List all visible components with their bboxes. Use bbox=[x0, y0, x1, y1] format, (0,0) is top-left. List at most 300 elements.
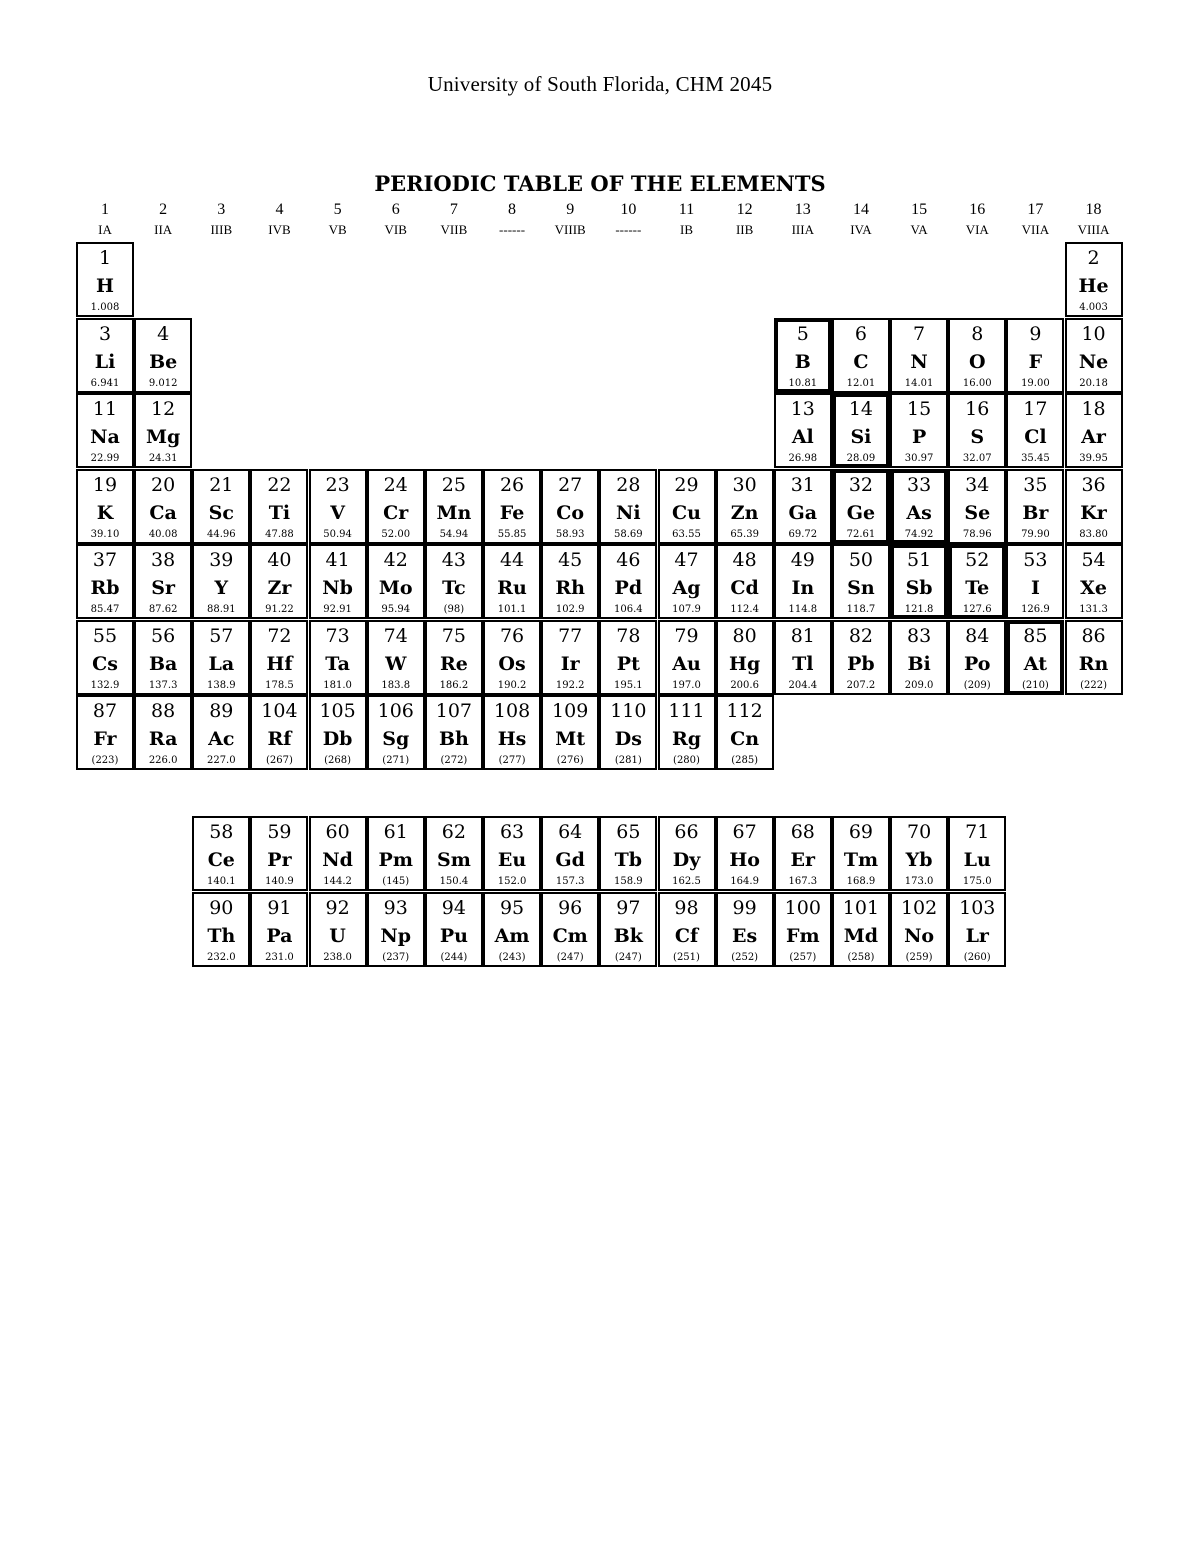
element-symbol: Bh bbox=[438, 728, 469, 750]
element-symbol: Ga bbox=[788, 501, 818, 524]
atomic-mass: 32.07 bbox=[962, 453, 992, 464]
element-cell bbox=[832, 816, 890, 891]
atomic-number: 31 bbox=[790, 473, 815, 496]
element-symbol: Sb bbox=[905, 577, 933, 599]
element-cell bbox=[948, 469, 1006, 544]
element-cell bbox=[76, 393, 134, 468]
group-number: 4 bbox=[275, 201, 284, 218]
element-cell bbox=[890, 620, 948, 695]
element-symbol: Cr bbox=[383, 501, 409, 524]
group-number: 18 bbox=[1085, 201, 1102, 218]
element-cell bbox=[1065, 393, 1123, 468]
element-symbol: La bbox=[208, 652, 235, 675]
element-cell bbox=[367, 544, 425, 619]
atomic-number: 30 bbox=[732, 473, 757, 496]
element-symbol: K bbox=[96, 501, 114, 524]
element-symbol: Au bbox=[672, 652, 701, 675]
atomic-mass: 192.2 bbox=[555, 679, 585, 691]
atomic-mass: 14.01 bbox=[904, 377, 934, 389]
element-cell bbox=[599, 892, 657, 967]
element-symbol: Ac bbox=[208, 728, 235, 750]
atomic-mass: 78.96 bbox=[962, 528, 992, 540]
element-symbol: Pa bbox=[266, 924, 293, 947]
group-roman-numeral: VIIA bbox=[1021, 222, 1050, 237]
atomic-mass: 107.9 bbox=[672, 604, 701, 615]
element-cell bbox=[1065, 620, 1123, 695]
atomic-mass: (272) bbox=[440, 755, 468, 766]
element-cell bbox=[425, 469, 483, 544]
atomic-mass: 227.0 bbox=[206, 755, 236, 766]
element-cell bbox=[192, 620, 250, 695]
element-cell bbox=[948, 816, 1006, 891]
atomic-number: 71 bbox=[965, 821, 990, 843]
atomic-number: 92 bbox=[325, 896, 350, 919]
element-symbol: Cm bbox=[552, 924, 588, 947]
element-symbol: Bk bbox=[613, 924, 643, 947]
group-number: 6 bbox=[391, 201, 400, 218]
element-symbol: Tl bbox=[792, 652, 814, 675]
element-symbol: H bbox=[96, 275, 114, 297]
element-cell bbox=[890, 892, 948, 967]
element-cell bbox=[483, 892, 541, 967]
atomic-mass: 19.00 bbox=[1021, 377, 1050, 389]
element-cell bbox=[774, 318, 832, 393]
atomic-number: 11 bbox=[92, 398, 118, 420]
atomic-number: 29 bbox=[674, 473, 699, 496]
atomic-mass: 158.9 bbox=[614, 876, 643, 887]
element-symbol: He bbox=[1078, 275, 1109, 297]
atomic-mass: (276) bbox=[556, 755, 584, 766]
element-symbol: Ta bbox=[325, 652, 350, 675]
group-number: 12 bbox=[736, 201, 753, 218]
element-symbol: Re bbox=[439, 652, 468, 675]
atomic-number: 99 bbox=[732, 896, 757, 919]
atomic-mass: 173.0 bbox=[904, 876, 934, 887]
atomic-mass: 118.7 bbox=[846, 604, 876, 615]
element-cell bbox=[948, 892, 1006, 967]
atomic-mass: 164.9 bbox=[730, 876, 759, 887]
group-roman-numeral: ------ bbox=[615, 222, 642, 237]
element-cell bbox=[890, 393, 948, 468]
element-symbol: Mo bbox=[378, 577, 413, 599]
atomic-mass: (268) bbox=[324, 755, 352, 766]
element-symbol: Ge bbox=[846, 501, 876, 524]
atomic-mass: 63.55 bbox=[672, 528, 701, 540]
atomic-mass: (280) bbox=[673, 755, 700, 766]
element-cell bbox=[192, 544, 250, 619]
group-roman-numeral: VA bbox=[910, 222, 928, 237]
atomic-number: 110 bbox=[610, 700, 647, 722]
element-cell bbox=[716, 695, 774, 770]
element-symbol: U bbox=[329, 924, 346, 947]
atomic-mass: (252) bbox=[731, 951, 759, 963]
atomic-number: 96 bbox=[558, 896, 583, 919]
atomic-mass: (222) bbox=[1080, 679, 1107, 691]
element-cell bbox=[832, 544, 890, 619]
atomic-mass: 87.62 bbox=[148, 604, 178, 615]
atomic-mass: 131.3 bbox=[1079, 604, 1108, 615]
element-symbol: C bbox=[853, 350, 869, 373]
atomic-mass: 186.2 bbox=[439, 679, 469, 691]
element-symbol: Pd bbox=[614, 577, 643, 599]
atomic-number: 76 bbox=[499, 624, 525, 647]
atomic-mass: 132.9 bbox=[90, 679, 120, 691]
element-symbol: Fr bbox=[93, 728, 117, 750]
atomic-number: 111 bbox=[668, 700, 705, 722]
element-symbol: Gd bbox=[555, 849, 585, 871]
element-symbol: Be bbox=[149, 350, 178, 373]
group-number: 9 bbox=[566, 201, 575, 218]
atomic-mass: (247) bbox=[614, 951, 642, 963]
atomic-number: 60 bbox=[325, 821, 350, 843]
atomic-mass: 12.01 bbox=[846, 377, 876, 389]
element-symbol: Nd bbox=[322, 849, 353, 871]
atomic-mass: 92.91 bbox=[323, 604, 352, 615]
atomic-number: 42 bbox=[383, 549, 408, 571]
atomic-mass: 152.0 bbox=[497, 876, 527, 887]
element-cell bbox=[76, 544, 134, 619]
atomic-mass: 85.47 bbox=[90, 604, 120, 615]
atomic-number: 73 bbox=[325, 624, 350, 647]
atomic-number: 89 bbox=[209, 700, 234, 722]
atomic-mass: 47.88 bbox=[265, 528, 294, 540]
group-number: 5 bbox=[333, 201, 342, 218]
element-symbol: Sc bbox=[208, 501, 234, 524]
atomic-mass: (251) bbox=[673, 951, 700, 963]
atomic-number: 79 bbox=[674, 624, 699, 647]
element-symbol: Na bbox=[90, 426, 120, 448]
element-symbol: S bbox=[970, 426, 985, 448]
atomic-mass: (247) bbox=[556, 951, 584, 963]
atomic-mass: 102.9 bbox=[555, 604, 585, 615]
element-cell bbox=[599, 695, 657, 770]
atomic-number: 57 bbox=[209, 624, 234, 647]
group-number: 3 bbox=[217, 201, 226, 218]
element-cell bbox=[76, 620, 134, 695]
atomic-number: 102 bbox=[900, 896, 938, 919]
atomic-mass: 50.94 bbox=[323, 528, 352, 540]
atomic-number: 28 bbox=[616, 473, 641, 496]
element-cell bbox=[541, 469, 599, 544]
atomic-number: 36 bbox=[1081, 473, 1106, 496]
group-roman-numeral: IVA bbox=[850, 222, 872, 237]
atomic-mass: 55.85 bbox=[497, 528, 527, 540]
atomic-mass: 157.3 bbox=[555, 876, 585, 887]
atomic-number: 58 bbox=[209, 821, 234, 843]
element-symbol: Co bbox=[556, 501, 585, 524]
atomic-number: 25 bbox=[441, 473, 466, 496]
element-symbol: Sm bbox=[436, 849, 471, 871]
atomic-mass: 74.92 bbox=[904, 528, 934, 540]
atomic-mass: 175.0 bbox=[962, 876, 992, 887]
element-cell bbox=[890, 816, 948, 891]
atomic-mass: 9.012 bbox=[148, 377, 178, 389]
element-symbol: Zr bbox=[267, 577, 292, 599]
element-cell bbox=[774, 544, 832, 619]
atomic-number: 68 bbox=[790, 821, 815, 843]
group-roman-numeral: VIB bbox=[384, 222, 407, 237]
element-symbol: Br bbox=[1022, 501, 1049, 524]
element-symbol: Hg bbox=[729, 652, 761, 675]
element-cell bbox=[367, 620, 425, 695]
atomic-mass: 30.97 bbox=[904, 453, 934, 464]
group-number: 15 bbox=[911, 201, 928, 218]
element-cell bbox=[890, 318, 948, 393]
element-symbol: Am bbox=[494, 924, 530, 947]
element-cell bbox=[541, 544, 599, 619]
group-number: 13 bbox=[794, 201, 811, 218]
element-cell bbox=[774, 816, 832, 891]
atomic-number: 41 bbox=[325, 549, 350, 571]
atomic-number: 8 bbox=[971, 322, 984, 345]
element-cell bbox=[599, 816, 657, 891]
element-cell bbox=[599, 544, 657, 619]
atomic-number: 21 bbox=[209, 473, 234, 496]
atomic-mass: 6.941 bbox=[90, 377, 120, 389]
atomic-mass: 1.008 bbox=[90, 302, 120, 313]
atomic-number: 84 bbox=[965, 624, 990, 647]
atomic-mass: (223) bbox=[91, 755, 119, 766]
atomic-number: 83 bbox=[907, 624, 932, 647]
element-cell bbox=[541, 695, 599, 770]
element-cell bbox=[483, 620, 541, 695]
element-cell bbox=[658, 816, 716, 891]
atomic-mass: 20.18 bbox=[1079, 377, 1108, 389]
group-number: 8 bbox=[508, 201, 517, 218]
atomic-mass: 190.2 bbox=[497, 679, 527, 691]
element-symbol: Os bbox=[498, 652, 526, 675]
atomic-mass: 28.09 bbox=[846, 453, 876, 464]
element-symbol: Hs bbox=[497, 728, 527, 750]
atomic-mass: 121.8 bbox=[904, 604, 934, 615]
element-symbol: Ti bbox=[268, 501, 291, 524]
element-cell bbox=[309, 695, 367, 770]
element-symbol: In bbox=[791, 577, 815, 599]
element-symbol: Xe bbox=[1080, 577, 1107, 599]
element-symbol: Fm bbox=[786, 924, 820, 947]
atomic-number: 53 bbox=[1023, 549, 1048, 571]
atomic-number: 78 bbox=[616, 624, 641, 647]
element-cell bbox=[658, 469, 716, 544]
atomic-mass: 106.4 bbox=[614, 604, 643, 615]
atomic-mass: (271) bbox=[382, 755, 410, 766]
group-roman-numeral: VIIB bbox=[440, 222, 468, 237]
atomic-number: 1 bbox=[98, 247, 112, 269]
element-symbol: Ru bbox=[497, 577, 527, 599]
element-cell bbox=[483, 816, 541, 891]
atomic-mass: 238.0 bbox=[323, 951, 352, 963]
element-cell bbox=[425, 620, 483, 695]
atomic-mass: (257) bbox=[789, 951, 817, 963]
atomic-number: 2 bbox=[1087, 247, 1100, 269]
element-cell bbox=[541, 816, 599, 891]
element-cell bbox=[716, 816, 774, 891]
atomic-number: 26 bbox=[499, 473, 525, 496]
element-cell bbox=[250, 469, 308, 544]
element-cell bbox=[192, 695, 250, 770]
page-header: University of South Florida, CHM 2045 bbox=[427, 72, 773, 96]
atomic-mass: 168.9 bbox=[846, 876, 876, 887]
atomic-number: 103 bbox=[959, 896, 996, 919]
element-symbol: Ca bbox=[149, 501, 177, 524]
atomic-mass: 4.003 bbox=[1079, 302, 1108, 313]
atomic-number: 101 bbox=[842, 896, 880, 919]
atomic-mass: (267) bbox=[265, 755, 293, 766]
element-symbol: Pt bbox=[616, 652, 640, 675]
element-cell bbox=[192, 469, 250, 544]
atomic-mass: 183.8 bbox=[381, 679, 411, 691]
atomic-mass: 54.94 bbox=[439, 528, 469, 540]
element-symbol: Li bbox=[94, 350, 116, 373]
atomic-mass: 195.1 bbox=[614, 679, 643, 691]
atomic-number: 107 bbox=[435, 700, 473, 722]
group-roman-numeral: IVB bbox=[268, 222, 291, 237]
element-symbol: As bbox=[906, 501, 932, 524]
atomic-mass: 167.3 bbox=[788, 876, 818, 887]
element-cell bbox=[832, 469, 890, 544]
atomic-mass: 207.2 bbox=[846, 679, 876, 691]
element-cell bbox=[948, 620, 1006, 695]
atomic-number: 45 bbox=[558, 549, 583, 571]
element-cell bbox=[948, 393, 1006, 468]
group-roman-numeral: IIB bbox=[735, 222, 754, 237]
atomic-mass: 39.95 bbox=[1079, 453, 1108, 464]
atomic-mass: (237) bbox=[382, 951, 410, 963]
element-symbol: Tb bbox=[614, 849, 643, 871]
atomic-number: 91 bbox=[267, 896, 292, 919]
element-cell bbox=[309, 469, 367, 544]
atomic-number: 74 bbox=[383, 624, 408, 647]
element-symbol: Se bbox=[964, 501, 991, 524]
element-cell bbox=[890, 544, 948, 619]
group-number: 17 bbox=[1027, 201, 1044, 218]
element-cell bbox=[250, 544, 308, 619]
atomic-mass: 52.00 bbox=[381, 528, 411, 540]
group-number: 14 bbox=[852, 201, 869, 218]
group-roman-numeral: VIA bbox=[965, 222, 989, 237]
group-roman-numeral: IB bbox=[680, 222, 693, 237]
atomic-mass: 209.0 bbox=[904, 679, 934, 691]
element-symbol: Np bbox=[380, 924, 412, 947]
element-symbol: Te bbox=[965, 577, 990, 599]
atomic-number: 44 bbox=[499, 549, 525, 571]
element-symbol: Sr bbox=[151, 577, 175, 599]
element-cell bbox=[76, 695, 134, 770]
atomic-mass: 197.0 bbox=[672, 679, 701, 691]
atomic-mass: 22.99 bbox=[90, 453, 120, 464]
atomic-mass: 58.69 bbox=[614, 528, 643, 540]
atomic-mass: (259) bbox=[905, 951, 933, 963]
atomic-mass: (277) bbox=[498, 755, 526, 766]
atomic-number: 94 bbox=[441, 896, 466, 919]
atomic-mass: (98) bbox=[443, 604, 465, 615]
element-cell bbox=[948, 318, 1006, 393]
element-cell bbox=[76, 469, 134, 544]
atomic-number: 51 bbox=[907, 549, 932, 571]
element-symbol: Sg bbox=[382, 728, 410, 750]
atomic-number: 35 bbox=[1023, 473, 1048, 496]
element-cell bbox=[774, 393, 832, 468]
element-cell bbox=[1006, 393, 1064, 468]
element-cell bbox=[134, 544, 192, 619]
atomic-number: 98 bbox=[674, 896, 699, 919]
atomic-number: 112 bbox=[726, 700, 763, 722]
element-symbol: Cl bbox=[1024, 426, 1047, 448]
element-symbol: V bbox=[330, 501, 345, 524]
atomic-number: 97 bbox=[616, 896, 641, 919]
atomic-number: 108 bbox=[493, 700, 531, 722]
atomic-mass: 140.9 bbox=[265, 876, 294, 887]
atomic-number: 7 bbox=[913, 322, 926, 345]
element-symbol: Eu bbox=[497, 849, 527, 871]
element-symbol: Lr bbox=[965, 924, 989, 947]
element-cell bbox=[134, 620, 192, 695]
element-cell bbox=[309, 816, 367, 891]
element-symbol: Hf bbox=[266, 652, 293, 675]
element-symbol: Ne bbox=[1078, 350, 1109, 373]
atomic-number: 12 bbox=[151, 398, 176, 420]
element-symbol: Mg bbox=[145, 426, 181, 448]
element-cell bbox=[832, 393, 890, 468]
element-symbol: Cs bbox=[92, 652, 118, 675]
group-number: 7 bbox=[449, 201, 458, 218]
element-symbol: Db bbox=[322, 728, 353, 750]
atomic-number: 67 bbox=[732, 821, 757, 843]
element-symbol: Tc bbox=[442, 577, 466, 599]
group-number: 2 bbox=[159, 201, 168, 218]
element-cell bbox=[1006, 318, 1064, 393]
atomic-mass: 231.0 bbox=[265, 951, 294, 963]
atomic-mass: 40.08 bbox=[148, 528, 178, 540]
atomic-mass: 150.4 bbox=[439, 876, 469, 887]
element-symbol: Ar bbox=[1081, 426, 1106, 448]
group-number: 11 bbox=[678, 201, 695, 218]
element-cell bbox=[425, 544, 483, 619]
element-symbol: Cu bbox=[672, 501, 701, 524]
atomic-mass: 39.10 bbox=[90, 528, 120, 540]
element-cell bbox=[367, 816, 425, 891]
atomic-mass: 232.0 bbox=[206, 951, 236, 963]
element-cell bbox=[367, 892, 425, 967]
element-symbol: Md bbox=[843, 924, 879, 947]
atomic-mass: 88.91 bbox=[206, 604, 236, 615]
element-symbol: Pb bbox=[847, 652, 875, 675]
atomic-number: 59 bbox=[267, 821, 292, 843]
atomic-mass: 181.0 bbox=[323, 679, 352, 691]
atomic-number: 22 bbox=[267, 473, 292, 496]
group-roman-numeral: IIA bbox=[154, 222, 173, 237]
group-roman-numeral: VIIIA bbox=[1077, 222, 1110, 237]
element-symbol: Pm bbox=[378, 849, 413, 871]
atomic-number: 6 bbox=[854, 322, 867, 345]
atomic-number: 18 bbox=[1081, 398, 1106, 420]
atomic-number: 64 bbox=[558, 821, 583, 843]
element-cell bbox=[716, 544, 774, 619]
element-symbol: Ds bbox=[614, 728, 642, 750]
atomic-number: 32 bbox=[848, 473, 874, 496]
element-symbol: Cd bbox=[730, 577, 759, 599]
element-symbol: W bbox=[385, 652, 407, 675]
atomic-mass: 35.45 bbox=[1021, 453, 1050, 464]
atomic-number: 14 bbox=[848, 398, 874, 420]
element-cell bbox=[134, 469, 192, 544]
element-symbol: Ni bbox=[616, 501, 641, 524]
element-symbol: Es bbox=[732, 924, 758, 947]
element-cell bbox=[1065, 318, 1123, 393]
element-cell bbox=[250, 695, 308, 770]
atomic-number: 40 bbox=[267, 549, 292, 571]
element-cell bbox=[832, 892, 890, 967]
